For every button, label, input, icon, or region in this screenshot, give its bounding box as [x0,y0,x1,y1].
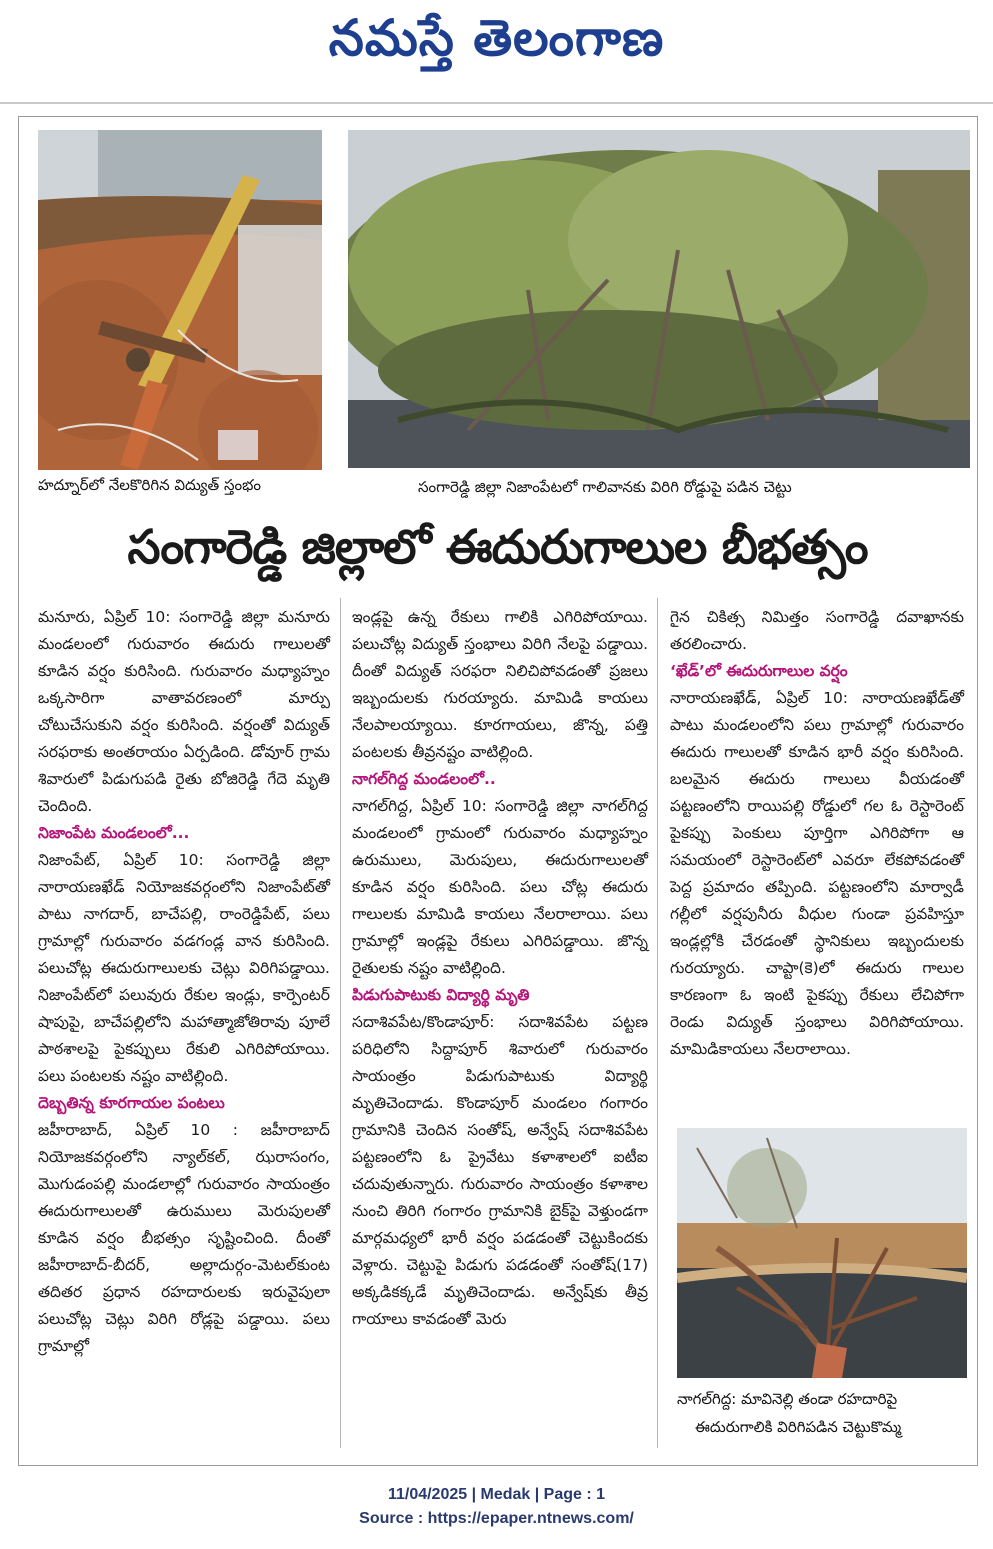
masthead-divider [0,102,993,104]
column-divider-2 [657,598,658,1448]
article-column-1 [38,604,330,1360]
article-paragraph: ఇండ్లపై ఉన్న రేకులు గాలికి ఎగిరిపోయాయి. పలుచోట్ల విద్యుత్ స్తంభాలు విరిగి నేలపై పడ్డాయి. దీంతో విద్యుత్ సరఫరా నిలిచిపోవడంతో ప్రజలు ఇబ్బందులకు గురయ్యారు. మామిడి కాయలు నేలపాలయ్యాయి. కూరగాయలు, జొన్న, పత్తి పంటలకు తీవ్రనష్టం వాటిల్లింది. [352,608,648,761]
article-paragraph: గైన చికిత్స నిమిత్తం సంగారెడ్డి దవాఖానకు తరలించారు. [670,608,964,653]
article-paragraph: నాగల్‌గిద్ద, ఏప్రిల్ 10: సంగారెడ్డి జిల్లా నాగల్‌గిద్ద మండలంలో గ్రామంలో గురువారం మధ్యాహ్నం ఉరుములు, మెరుపులు, ఈదురుగాలులతో కూడిన వర్షం కురిసింది. పలు చోట్ల ఈదురు గాలులకు మామిడి కాయలు నేలరాలాయి. పలు గ్రామాల్లో ఇండ్లపై రేకులు ఎగిరిపడ్డాయి. జొన్న రైతులకు నష్టం వాటిల్లింది. [352,797,648,977]
column-divider-1 [340,598,341,1448]
footer-source: Source : https://epaper.ntnews.com/ [359,1510,634,1527]
caption-broken-branch-1: నాగల్‌గిద్ద: మావినెల్లి తండా రహదారిపై [677,1390,898,1408]
section-subhead: ‘ఖేడ్’లో ఈదురుగాలుల వర్షం [670,662,848,680]
article-column-2 [352,604,648,1333]
article-column-3 [670,604,964,1063]
article-paragraph: మనూరు, ఏప్రిల్ 10: సంగారెడ్డి జిల్లా మనూరు మండలంలో గురువారం ఈదురు గాలులతో కూడిన వర్షం కురిసింది. గురువారం మధ్యాహ్నం ఒక్కసారిగా వాతావరణంలో మార్పు చోటుచేసుకుని వర్షం కురిసింది. వర్షంతో విద్యుత్ సరఫరాకు అంతరాయం ఏర్పడింది. డోవూర్ గ్రామ శివారులో పిడుగుపడి రైతు బోజిరెడ్డి గేదె మృతి చెందింది. [38,608,330,815]
section-subhead: పిడుగుపాటుకు విద్యార్థి మృతి [352,986,530,1004]
article-paragraph: నిజాంపేట్, ఏప్రిల్ 10: సంగారెడ్డి జిల్లా నారాయణఖేడ్ నియోజకవర్గంలోని నిజాంపేట్‌తో పాటు నాగదార్, బాచేపల్లి, రాంరెడ్డిపేట్, పలు గ్రామాల్లో గురువారం వడగండ్ల వాన కురిసింది. పలుచోట్ల ఈదురుగాలులకు చెట్లు విరిగిపడ్డాయి. నిజాంపేట్‌లో పలువురు రేకుల ఇండ్లు, కార్పెంటర్ షాపుపై, బాచేపల్లిలోని మహాత్మాజోతిరావు పూలే పాఠశాలపై పైకప్పులు రేకులి ఎగిరిపోయాయి. పలు పంటలకు నష్టం వాటిల్లింది. [38,851,330,1085]
photo-fallen-tree [348,130,970,468]
article-paragraph: జహీరాబాద్, ఏప్రిల్ 10 : జహీరాబాద్ నియోజకవర్గంలోని న్యాల్‌కల్, ఝరాసంగం, మొగుడంపల్లి మండలాల్లో గురువారం సాయంత్రం ఈదురుగాలులతో ఉరుములు మెరుపులతో కూడిన వర్షం బీభత్సం సృష్టించింది. దీంతో జహీరాబాద్-బీదర్, అల్లాదుర్గం-మెటల్‌కుంట తదితర ప్రధాన రహదారులకు ఇరువైపులా పలుచోట్ల చెట్లు విరిగి రోడ్లపై పడ్డాయి. పలు గ్రామాల్లో [38,1121,330,1355]
headline: సంగారెడ్డి జిల్లాలో ఈదురుగాలుల బీభత్సం [127,520,868,575]
masthead-title: నమస్తే తెలంగాణ [328,8,665,67]
article-paragraph: సదాశివపేట/కొండాపూర్: సదాశివపేట పట్టణ పరిధిలోని సిద్దాపూర్ శివారులో గురువారం సాయంత్రం పిడుగుపాటుకు విద్యార్థి మృతిచెందాడు. కొండాపూర్ మండలం గంగారం గ్రామానికి చెందిన సంతోష్, అన్వేష్ సదాశివపేట పట్టణంలోని ఓ ప్రైవేటు కళాశాలలో ఐటీఐ చదువుతున్నారు. గురువారం సాయంత్రం కళాశాల నుంచి తిరిగి గంగారం గ్రామానికి బైక్‌పై వెళ్తుండగా మార్గమధ్యలో భారీ వర్షం పడడంతో చెట్టుకిందకు వెళ్లారు. చెట్టుపై పిడుగు పడడంతో సంతోష్(17) అక్కడికక్కడే మృతిచెందాడు. అన్వేష్‌కు తీవ్ర గాయాలు కావడంతో మెరు [352,1013,648,1328]
photo-fallen-pole [38,130,322,470]
masthead [0,0,993,104]
photo-broken-branch [677,1128,967,1378]
caption-fallen-pole: హద్నూర్‌లో నేలకొరిగిన విద్యుత్ స్తంభం [38,476,261,494]
footer-date-edition: 11/04/2025 | Medak | Page : 1 [387,1486,606,1503]
article-paragraph: నారాయణఖేడ్, ఏప్రిల్ 10: నారాయణఖేడ్‌తో పాటు మండలంలోని పలు గ్రామాల్లో గురువారం ఈదురు గాలులతో కూడిన భారీ వర్షం కురిసింది. బలమైన ఈదురు గాలులు వీయడంతో పట్టణంలోని రాయిపల్లి రోడ్డులో గల ఓ రెస్టారెంట్ పైకప్పు పెంకులు పూర్తిగా ఎగిరిపోగా ఆ సమయంలో రెస్టారెంట్‌లో ఎవరూ లేకపోవడంతో పెద్ద ప్రమాదం తప్పింది. పట్టణంలోని మార్వాడీ గల్లీలో వర్షపునీరు వీధుల గుండా ప్రవహిస్తూ ఇండ్లల్లోకి చేరడంతో స్థానికులు ఇబ్బందులకు గురయ్యారు. చాప్టా(కె)లో ఈదురు గాలుల కారణంగా ఓ ఇంటి పైకప్పు రేకులు లేచిపోగా రెండు విద్యుత్ స్తంభాలు విరిగిపోయాయి. మామిడికాయలు నేలరాలాయి. [670,689,964,1058]
section-subhead: నిజాంపేట మండలంలో... [38,824,190,842]
caption-fallen-tree: సంగారెడ్డి జిల్లా నిజాంపేటలో గాలివానకు విరిగి రోడ్డుపై పడిన చెట్టు [418,478,792,496]
caption-broken-branch-2: ఈదురుగాలికి విరిగిపడిన చెట్టుకొమ్మ [695,1418,902,1436]
section-subhead: నాగల్‌గిద్ద మండలంలో.. [352,770,496,788]
section-subhead: దెబ్బతిన్న కూరగాయల పంటలు [38,1094,225,1112]
